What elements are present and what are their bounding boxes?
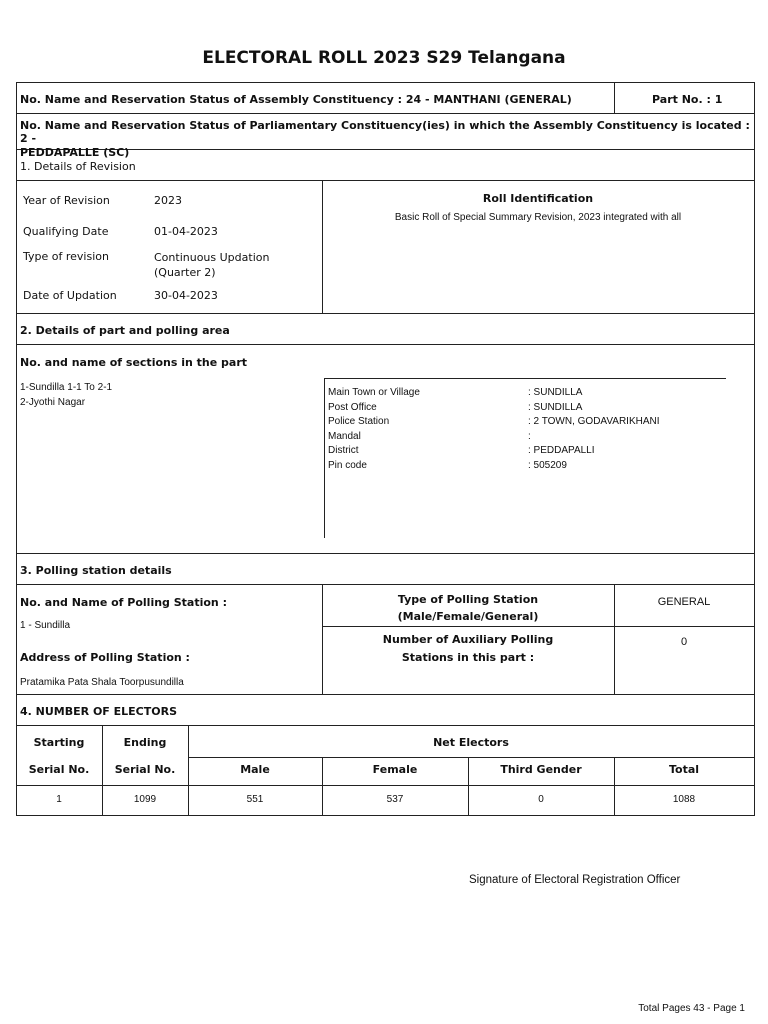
section-4-heading: 4. NUMBER OF ELECTORS bbox=[20, 705, 177, 718]
date-of-updation-label: Date of Updation bbox=[23, 289, 117, 302]
value-starting: 1 bbox=[56, 794, 62, 805]
date-of-updation-value: 30-04-2023 bbox=[154, 289, 218, 302]
auxiliary-line-1: Number of Auxiliary Polling bbox=[382, 633, 554, 646]
district-label: District bbox=[328, 445, 359, 456]
type-of-revision-value bbox=[154, 250, 269, 280]
station-type-value: GENERAL bbox=[657, 596, 711, 608]
year-of-revision-label: Year of Revision bbox=[23, 194, 110, 207]
post-office-value: : SUNDILLA bbox=[528, 401, 583, 413]
polling-station-label: No. and Name of Polling Station : bbox=[20, 596, 227, 609]
page-footer: Total Pages 43 - Page 1 bbox=[638, 1003, 745, 1014]
list-item: 2-Jyothi Nagar bbox=[20, 397, 86, 408]
roll-identification-text: Basic Roll of Special Summary Revision, 2023 integrated with all bbox=[394, 212, 682, 223]
pin-code-value: : 505209 bbox=[528, 459, 567, 471]
station-type-line-1: Type of Polling Station bbox=[397, 593, 539, 606]
col-ending: Ending bbox=[123, 736, 167, 749]
post-office-label: Post Office bbox=[328, 401, 377, 413]
type-of-revision-line-1: Continuous Updation bbox=[154, 251, 270, 264]
auxiliary-line-2: Stations in this part : bbox=[401, 651, 535, 664]
qualifying-date-value: 01-04-2023 bbox=[154, 225, 218, 238]
section-1-heading: 1. Details of Revision bbox=[20, 160, 136, 173]
roll-identification-heading: Roll Identification bbox=[482, 192, 594, 205]
station-type-line-2: (Male/Female/General) bbox=[397, 610, 539, 623]
parliamentary-constituency bbox=[20, 119, 750, 159]
col-ending-serial: Serial No. bbox=[114, 763, 176, 776]
polling-address-value: Pratamika Pata Shala Toorpusundilla bbox=[20, 677, 184, 688]
value-third-gender: 0 bbox=[538, 794, 544, 805]
value-ending: 1099 bbox=[133, 794, 157, 805]
pin-code-label: Pin code bbox=[328, 459, 367, 471]
police-station-label: Police Station bbox=[328, 416, 390, 427]
police-station-value: : 2 TOWN, GODAVARIKHANI bbox=[528, 416, 660, 427]
value-male: 551 bbox=[246, 794, 264, 805]
col-net-electors: Net Electors bbox=[433, 736, 509, 749]
main-town-value: : SUNDILLA bbox=[528, 387, 583, 398]
section-2-heading: 2. Details of part and polling area bbox=[20, 324, 230, 337]
type-of-revision-label: Type of revision bbox=[23, 250, 109, 263]
value-female: 537 bbox=[386, 794, 404, 805]
auxiliary-stations-label bbox=[322, 631, 614, 667]
col-starting: Starting bbox=[33, 736, 85, 749]
station-type-label bbox=[322, 591, 614, 625]
qualifying-date-label: Qualifying Date bbox=[23, 225, 109, 238]
signature-label: Signature of Electoral Registration Officer bbox=[469, 874, 681, 886]
area-details-labels bbox=[328, 386, 420, 473]
section-3-heading: 3. Polling station details bbox=[20, 564, 172, 577]
value-total: 1088 bbox=[672, 794, 696, 805]
parliamentary-line-1: No. Name and Reservation Status of Parliamentary Constituency(ies) in which the Assembly Constituency is located : 2 - bbox=[20, 119, 750, 145]
part-number: Part No. : 1 bbox=[652, 93, 723, 106]
col-male: Male bbox=[240, 763, 270, 776]
mandal-label: Mandal bbox=[328, 430, 361, 442]
auxiliary-stations-value: 0 bbox=[680, 636, 688, 648]
main-town-label: Main Town or Village bbox=[328, 387, 420, 398]
mandal-value: : bbox=[528, 430, 531, 442]
parliamentary-line-2: PEDDAPALLE (SC) bbox=[20, 146, 130, 159]
year-of-revision-value: 2023 bbox=[154, 194, 182, 207]
assembly-constituency: No. Name and Reservation Status of Assembly Constituency : 24 - MANTHANI (GENERAL) bbox=[20, 93, 572, 106]
list-item: 1-Sundilla 1-1 To 2-1 bbox=[20, 382, 113, 393]
sections-heading: No. and name of sections in the part bbox=[20, 356, 248, 369]
polling-station-value: 1 - Sundilla bbox=[20, 620, 71, 631]
area-details-values bbox=[528, 386, 660, 473]
type-of-revision-line-2: (Quarter 2) bbox=[154, 266, 216, 279]
sections-list bbox=[20, 380, 112, 410]
col-female: Female bbox=[372, 763, 418, 776]
document-title: ELECTORAL ROLL 2023 S29 Telangana bbox=[202, 48, 566, 68]
col-starting-serial: Serial No. bbox=[28, 763, 90, 776]
col-total: Total bbox=[668, 763, 700, 776]
col-third-gender: Third Gender bbox=[500, 763, 582, 776]
district-value: : PEDDAPALLI bbox=[528, 445, 595, 456]
polling-address-label: Address of Polling Station : bbox=[20, 651, 190, 664]
